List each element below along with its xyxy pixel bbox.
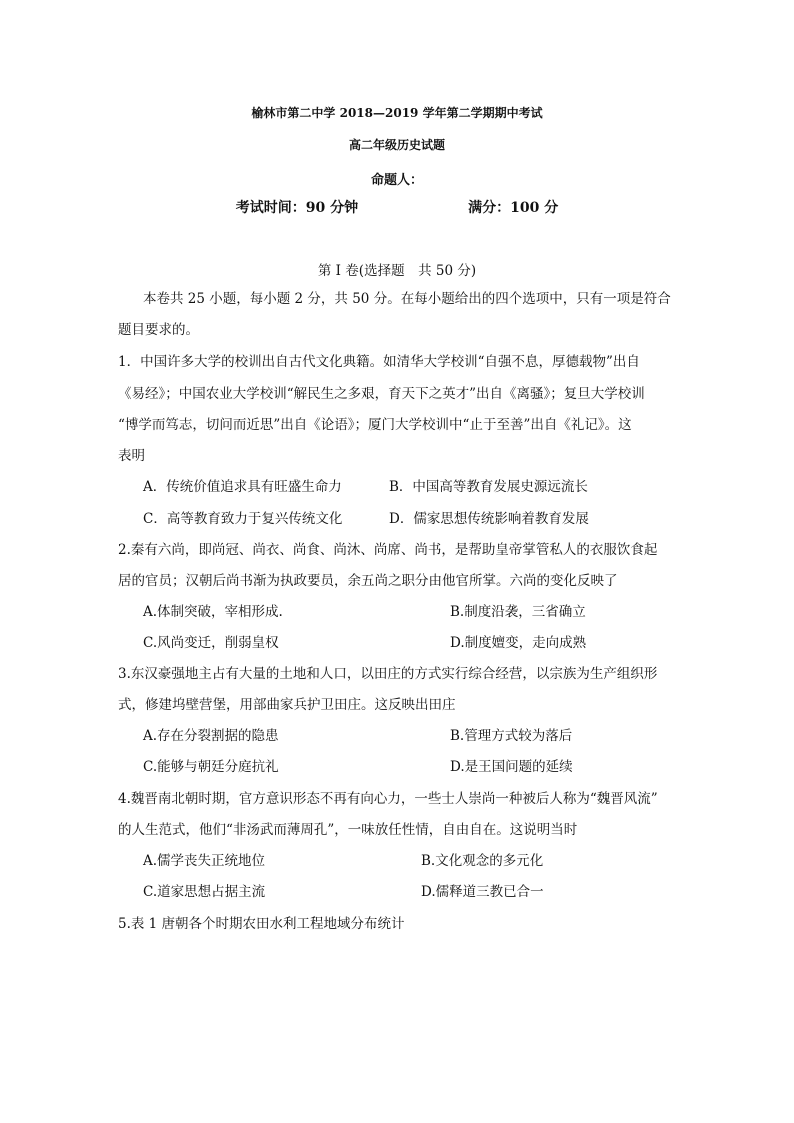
option-b: B.制度沿袭，三省确立 [450, 604, 586, 620]
question-line: 3.东汉豪强地主占有大量的土地和人口，以田庄的方式实行综合经营，以宗族为生产组织形 [118, 666, 658, 682]
exam-full-score: 满分：100 分 [468, 200, 559, 216]
option-a: A.儒学丧失正统地位 [143, 853, 266, 869]
option-a: A．传统价值追求具有旺盛生命力 [143, 479, 342, 495]
instructions-line: 题目要求的。 [118, 322, 199, 338]
question-line: 的人生范式，他们“非汤武而薄周孔”，一味放任性情，自由自在。这说明当时 [118, 822, 578, 838]
exam-subject-title: 高二年级历史试题 [348, 138, 445, 152]
question-line: “博学而笃志，切问而近思”出自《论语》；厦门大学校训中“止于至善”出自《礼记》。这 [118, 417, 632, 433]
exam-time: 考试时间：90 分钟 [235, 200, 359, 216]
question-line: 5.表 1 唐朝各个时期农田水利工程地域分布统计 [118, 916, 405, 932]
option-c: C．高等教育致力于复兴传统文化 [143, 511, 343, 527]
question-line: 《易经》；中国农业大学校训“解民生之多艰，育天下之英才”出自《离骚》；复旦大学校训 [118, 386, 645, 402]
section-title: 第 I 卷(选择题 共 50 分) [317, 263, 477, 279]
question-line: 2.秦有六尚，即尚冠、尚衣、尚食、尚沐、尚席、尚书，是帮助皇帝掌管私人的衣服饮食起 [118, 542, 658, 558]
option-d: D.儒释道三教已合一 [421, 884, 544, 900]
question-line: 居的官员；汉朝后尚书渐为执政要员，余五尚之职分由他官所掌。六尚的变化反映了 [118, 573, 618, 589]
option-b: B.文化观念的多元化 [421, 853, 544, 869]
option-c: C.道家思想占据主流 [143, 884, 266, 900]
exam-school-title: 榆林市第二中学 2018—2019 学年第二学期期中考试 [251, 106, 543, 120]
question-line: 1．中国许多大学的校训出自古代文化典籍。如清华大学校训“自强不息，厚德载物”出自 [118, 354, 640, 370]
question-line: 表明 [118, 448, 145, 464]
option-a: A.存在分裂割据的隐患 [143, 728, 279, 744]
option-b: B.管理方式较为落后 [450, 728, 573, 744]
exam-time-score [0, 197, 794, 217]
option-d: D．儒家思想传统影响着教育发展 [389, 511, 589, 527]
instructions-line: 本卷共 25 小题，每小题 2 分，共 50 分。在每小题给出的四个选项中，只有一项是符合 [143, 291, 671, 307]
option-a: A.体制突破，宰相形成. [143, 604, 283, 620]
question-line: 4.魏晋南北朝时期，官方意识形态不再有向心力，一些士人崇尚一种被后人称为“魏晋风流” [118, 791, 658, 807]
option-c: C.能够与朝廷分庭抗礼 [143, 759, 279, 775]
exam-author: 命题人： [370, 173, 423, 188]
option-b: B．中国高等教育发展史源远流长 [389, 479, 588, 495]
option-d: D.制度嬗变，走向成熟 [450, 635, 587, 651]
question-line: 式，修建坞壁营堡，用部曲家兵护卫田庄。这反映出田庄 [118, 697, 456, 713]
option-d: D.是王国问题的延续 [450, 759, 573, 775]
option-c: C.风尚变迁，削弱皇权 [143, 635, 279, 651]
